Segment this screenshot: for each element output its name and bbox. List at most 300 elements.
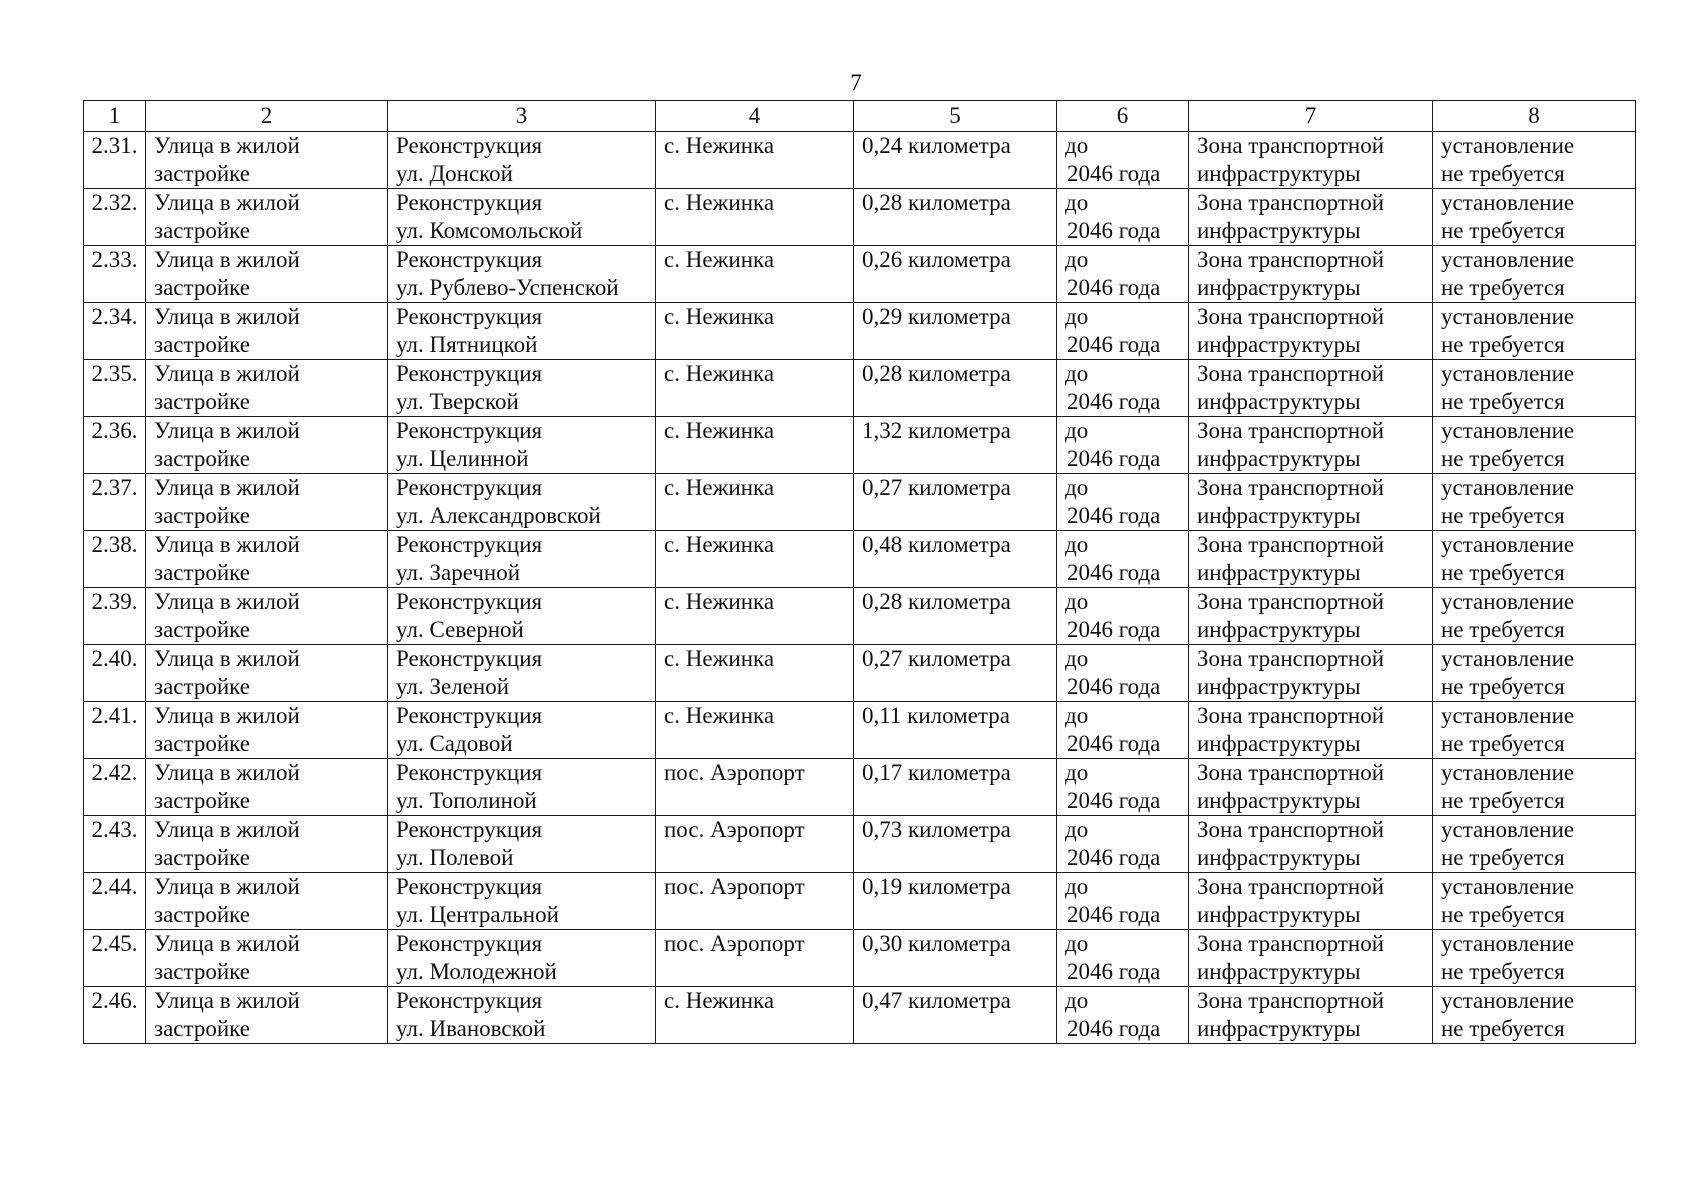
location-cell: с. Нежинка	[656, 474, 854, 531]
term-cell-line-2: 2046 года	[1067, 959, 1161, 984]
object-type-cell-line-2: застройке	[154, 902, 250, 927]
action-cell	[388, 474, 656, 531]
zone-cell	[1189, 360, 1433, 417]
object-type-cell-line-2: застройке	[154, 560, 250, 585]
object-type-cell	[146, 474, 388, 531]
zone-cell	[1189, 132, 1433, 189]
location-cell: пос. Аэропорт	[656, 930, 854, 987]
term-cell-line-1: до	[1065, 646, 1089, 671]
table-row	[84, 303, 1636, 360]
term-cell-line-1: до	[1065, 475, 1089, 500]
protection-zone-cell-line-2: не требуется	[1441, 731, 1565, 756]
object-type-cell	[146, 303, 388, 360]
protection-zone-cell-line-2: не требуется	[1441, 503, 1565, 528]
object-type-cell	[146, 132, 388, 189]
header-col-6: 6	[1057, 101, 1189, 132]
zone-cell-line-2: инфраструктуры	[1197, 617, 1361, 642]
zone-cell-line-1: Зона транспортной	[1197, 589, 1385, 614]
header-col-3: 3	[388, 101, 656, 132]
object-type-cell-line-2: застройке	[154, 503, 250, 528]
term-cell	[1057, 759, 1189, 816]
object-type-cell-line-2: застройке	[154, 959, 250, 984]
zone-cell-line-2: инфраструктуры	[1197, 902, 1361, 927]
zone-cell	[1189, 987, 1433, 1044]
action-cell	[388, 930, 656, 987]
protection-zone-cell-line-2: не требуется	[1441, 275, 1565, 300]
row-number-cell: 2.42.	[84, 759, 146, 816]
term-cell-line-1: до	[1065, 589, 1089, 614]
header-row	[84, 101, 1636, 132]
action-cell	[388, 645, 656, 702]
zone-cell-line-1: Зона транспортной	[1197, 760, 1385, 785]
zone-cell-line-2: инфраструктуры	[1197, 845, 1361, 870]
zone-cell-line-1: Зона транспортной	[1197, 247, 1385, 272]
protection-zone-cell-line-1: установление	[1441, 988, 1575, 1013]
zone-cell-line-1: Зона транспортной	[1197, 304, 1385, 329]
object-type-cell-line-1: Улица в жилой	[154, 532, 300, 557]
protection-zone-cell-line-2: не требуется	[1441, 161, 1565, 186]
location-cell: с. Нежинка	[656, 645, 854, 702]
table-body	[84, 132, 1636, 1044]
row-number-cell: 2.33.	[84, 246, 146, 303]
protection-zone-cell-line-1: установление	[1441, 247, 1575, 272]
zone-cell-line-1: Зона транспортной	[1197, 817, 1385, 842]
object-type-cell-line-2: застройке	[154, 674, 250, 699]
row-number-cell: 2.40.	[84, 645, 146, 702]
term-cell-line-1: до	[1065, 817, 1089, 842]
term-cell-line-1: до	[1065, 418, 1089, 443]
length-cell: 0,73 километра	[854, 816, 1057, 873]
length-cell: 0,28 километра	[854, 588, 1057, 645]
action-cell-line-1: Реконструкция	[396, 532, 543, 557]
term-cell-line-2: 2046 года	[1067, 275, 1161, 300]
protection-zone-cell	[1433, 474, 1636, 531]
protection-zone-cell-line-2: не требуется	[1441, 674, 1565, 699]
zone-cell-line-1: Зона транспортной	[1197, 418, 1385, 443]
location-cell: с. Нежинка	[656, 303, 854, 360]
protection-zone-cell	[1433, 930, 1636, 987]
protection-zone-cell-line-2: не требуется	[1441, 218, 1565, 243]
object-type-cell	[146, 360, 388, 417]
table-row	[84, 189, 1636, 246]
header-col-5: 5	[854, 101, 1057, 132]
row-number-cell: 2.41.	[84, 702, 146, 759]
location-cell: с. Нежинка	[656, 417, 854, 474]
protection-zone-cell-line-2: не требуется	[1441, 788, 1565, 813]
object-type-cell	[146, 246, 388, 303]
length-cell: 0,19 километра	[854, 873, 1057, 930]
table-row	[84, 816, 1636, 873]
zone-cell-line-2: инфраструктуры	[1197, 1016, 1361, 1041]
action-cell-line-2: ул. Северной	[396, 617, 524, 642]
zone-cell-line-2: инфраструктуры	[1197, 788, 1361, 813]
object-type-cell-line-1: Улица в жилой	[154, 817, 300, 842]
zone-cell-line-2: инфраструктуры	[1197, 332, 1361, 357]
action-cell-line-1: Реконструкция	[396, 760, 543, 785]
action-cell	[388, 702, 656, 759]
row-number-cell: 2.45.	[84, 930, 146, 987]
action-cell-line-2: ул. Комсомольской	[396, 218, 583, 243]
table-row	[84, 474, 1636, 531]
table-row	[84, 246, 1636, 303]
action-cell-line-1: Реконструкция	[396, 589, 543, 614]
object-type-cell-line-1: Улица в жилой	[154, 418, 300, 443]
protection-zone-cell-line-1: установление	[1441, 190, 1575, 215]
term-cell	[1057, 531, 1189, 588]
protection-zone-cell-line-1: установление	[1441, 874, 1575, 899]
zone-cell-line-2: инфраструктуры	[1197, 218, 1361, 243]
length-cell: 0,48 километра	[854, 531, 1057, 588]
zone-cell	[1189, 531, 1433, 588]
protection-zone-cell	[1433, 360, 1636, 417]
location-cell: пос. Аэропорт	[656, 873, 854, 930]
protection-zone-cell-line-1: установление	[1441, 133, 1575, 158]
protection-zone-cell-line-2: не требуется	[1441, 389, 1565, 414]
protection-zone-cell-line-1: установление	[1441, 304, 1575, 329]
zone-cell-line-2: инфраструктуры	[1197, 503, 1361, 528]
protection-zone-cell	[1433, 417, 1636, 474]
header-col-7: 7	[1189, 101, 1433, 132]
length-cell: 0,47 километра	[854, 987, 1057, 1044]
protection-zone-cell-line-1: установление	[1441, 760, 1575, 785]
table-header	[84, 101, 1636, 132]
location-cell: с. Нежинка	[656, 987, 854, 1044]
row-number-cell: 2.46.	[84, 987, 146, 1044]
protection-zone-cell-line-1: установление	[1441, 532, 1575, 557]
location-cell: с. Нежинка	[656, 531, 854, 588]
location-cell: пос. Аэропорт	[656, 759, 854, 816]
protection-zone-cell	[1433, 987, 1636, 1044]
location-cell: пос. Аэропорт	[656, 816, 854, 873]
header-col-2: 2	[146, 101, 388, 132]
table-row	[84, 702, 1636, 759]
object-type-cell-line-2: застройке	[154, 332, 250, 357]
term-cell	[1057, 417, 1189, 474]
term-cell-line-1: до	[1065, 874, 1089, 899]
protection-zone-cell	[1433, 873, 1636, 930]
action-cell-line-1: Реконструкция	[396, 475, 543, 500]
term-cell-line-2: 2046 года	[1067, 161, 1161, 186]
object-type-cell-line-1: Улица в жилой	[154, 931, 300, 956]
term-cell-line-1: до	[1065, 361, 1089, 386]
zone-cell	[1189, 246, 1433, 303]
protection-zone-cell-line-1: установление	[1441, 646, 1575, 671]
table-row	[84, 417, 1636, 474]
protection-zone-cell	[1433, 246, 1636, 303]
header-col-1: 1	[84, 101, 146, 132]
action-cell	[388, 816, 656, 873]
protection-zone-cell	[1433, 303, 1636, 360]
zone-cell	[1189, 303, 1433, 360]
zone-cell	[1189, 816, 1433, 873]
objects-table	[83, 100, 1636, 1044]
zone-cell-line-1: Зона транспортной	[1197, 475, 1385, 500]
protection-zone-cell	[1433, 189, 1636, 246]
table-row	[84, 873, 1636, 930]
table-row	[84, 360, 1636, 417]
object-type-cell	[146, 645, 388, 702]
protection-zone-cell-line-1: установление	[1441, 817, 1575, 842]
action-cell	[388, 246, 656, 303]
length-cell: 0,30 километра	[854, 930, 1057, 987]
length-cell: 0,27 километра	[854, 645, 1057, 702]
length-cell: 0,29 километра	[854, 303, 1057, 360]
row-number-cell: 2.38.	[84, 531, 146, 588]
action-cell-line-2: ул. Целинной	[396, 446, 529, 471]
action-cell-line-2: ул. Молодежной	[396, 959, 557, 984]
zone-cell	[1189, 474, 1433, 531]
table-row	[84, 759, 1636, 816]
object-type-cell-line-2: застройке	[154, 1016, 250, 1041]
action-cell	[388, 132, 656, 189]
object-type-cell-line-2: застройке	[154, 845, 250, 870]
protection-zone-cell-line-2: не требуется	[1441, 332, 1565, 357]
protection-zone-cell	[1433, 531, 1636, 588]
term-cell	[1057, 930, 1189, 987]
term-cell	[1057, 588, 1189, 645]
object-type-cell	[146, 702, 388, 759]
action-cell	[388, 873, 656, 930]
zone-cell-line-2: инфраструктуры	[1197, 560, 1361, 585]
object-type-cell-line-2: застройке	[154, 731, 250, 756]
object-type-cell-line-1: Улица в жилой	[154, 361, 300, 386]
term-cell	[1057, 303, 1189, 360]
location-cell: с. Нежинка	[656, 189, 854, 246]
protection-zone-cell	[1433, 132, 1636, 189]
zone-cell-line-2: инфраструктуры	[1197, 275, 1361, 300]
term-cell-line-2: 2046 года	[1067, 674, 1161, 699]
term-cell-line-2: 2046 года	[1067, 389, 1161, 414]
object-type-cell	[146, 189, 388, 246]
protection-zone-cell-line-1: установление	[1441, 418, 1575, 443]
action-cell-line-2: ул. Ивановской	[396, 1016, 546, 1041]
protection-zone-cell-line-1: установление	[1441, 589, 1575, 614]
object-type-cell-line-1: Улица в жилой	[154, 703, 300, 728]
protection-zone-cell-line-1: установление	[1441, 703, 1575, 728]
page-number: 7	[850, 70, 862, 95]
protection-zone-cell-line-2: не требуется	[1441, 560, 1565, 585]
length-cell: 0,17 километра	[854, 759, 1057, 816]
object-type-cell-line-1: Улица в жилой	[154, 190, 300, 215]
row-number-cell: 2.32.	[84, 189, 146, 246]
action-cell-line-2: ул. Александровской	[396, 503, 601, 528]
action-cell	[388, 588, 656, 645]
length-cell: 0,28 километра	[854, 360, 1057, 417]
zone-cell-line-2: инфраструктуры	[1197, 959, 1361, 984]
term-cell-line-1: до	[1065, 931, 1089, 956]
action-cell-line-2: ул. Рублево-Успенской	[396, 275, 619, 300]
object-type-cell	[146, 987, 388, 1044]
zone-cell	[1189, 588, 1433, 645]
action-cell	[388, 531, 656, 588]
zone-cell-line-2: инфраструктуры	[1197, 389, 1361, 414]
protection-zone-cell-line-2: не требуется	[1441, 1016, 1565, 1041]
object-type-cell-line-1: Улица в жилой	[154, 304, 300, 329]
action-cell-line-1: Реконструкция	[396, 988, 543, 1013]
term-cell-line-1: до	[1065, 133, 1089, 158]
zone-cell	[1189, 645, 1433, 702]
object-type-cell	[146, 588, 388, 645]
action-cell-line-2: ул. Полевой	[396, 845, 514, 870]
protection-zone-cell-line-1: установление	[1441, 475, 1575, 500]
zone-cell-line-1: Зона транспортной	[1197, 988, 1385, 1013]
term-cell-line-2: 2046 года	[1067, 503, 1161, 528]
action-cell-line-1: Реконструкция	[396, 247, 543, 272]
object-type-cell-line-1: Улица в жилой	[154, 988, 300, 1013]
object-type-cell	[146, 759, 388, 816]
term-cell-line-2: 2046 года	[1067, 788, 1161, 813]
length-cell: 0,27 километра	[854, 474, 1057, 531]
action-cell	[388, 303, 656, 360]
term-cell	[1057, 474, 1189, 531]
zone-cell	[1189, 873, 1433, 930]
table-row	[84, 987, 1636, 1044]
object-type-cell-line-2: застройке	[154, 275, 250, 300]
action-cell-line-2: ул. Тверской	[396, 389, 519, 414]
object-type-cell-line-2: застройке	[154, 161, 250, 186]
term-cell-line-1: до	[1065, 247, 1089, 272]
zone-cell-line-2: инфраструктуры	[1197, 731, 1361, 756]
action-cell-line-2: ул. Пятницкой	[396, 332, 538, 357]
term-cell-line-2: 2046 года	[1067, 560, 1161, 585]
row-number-cell: 2.35.	[84, 360, 146, 417]
term-cell-line-2: 2046 года	[1067, 731, 1161, 756]
term-cell-line-2: 2046 года	[1067, 617, 1161, 642]
location-cell: с. Нежинка	[656, 132, 854, 189]
action-cell	[388, 189, 656, 246]
row-number-cell: 2.39.	[84, 588, 146, 645]
term-cell-line-2: 2046 года	[1067, 332, 1161, 357]
zone-cell-line-2: инфраструктуры	[1197, 161, 1361, 186]
zone-cell-line-1: Зона транспортной	[1197, 646, 1385, 671]
zone-cell-line-1: Зона транспортной	[1197, 931, 1385, 956]
action-cell-line-1: Реконструкция	[396, 190, 543, 215]
action-cell-line-2: ул. Центральной	[396, 902, 559, 927]
zone-cell-line-1: Зона транспортной	[1197, 874, 1385, 899]
length-cell: 0,26 километра	[854, 246, 1057, 303]
location-cell: с. Нежинка	[656, 588, 854, 645]
term-cell	[1057, 987, 1189, 1044]
action-cell-line-1: Реконструкция	[396, 874, 543, 899]
location-cell: с. Нежинка	[656, 360, 854, 417]
term-cell	[1057, 873, 1189, 930]
object-type-cell-line-1: Улица в жилой	[154, 475, 300, 500]
row-number-cell: 2.34.	[84, 303, 146, 360]
row-number-cell: 2.43.	[84, 816, 146, 873]
protection-zone-cell-line-1: установление	[1441, 361, 1575, 386]
object-type-cell-line-1: Улица в жилой	[154, 589, 300, 614]
action-cell-line-1: Реконструкция	[396, 646, 543, 671]
term-cell-line-1: до	[1065, 988, 1089, 1013]
protection-zone-cell	[1433, 816, 1636, 873]
protection-zone-cell	[1433, 588, 1636, 645]
zone-cell-line-1: Зона транспортной	[1197, 532, 1385, 557]
object-type-cell	[146, 930, 388, 987]
header-col-4: 4	[656, 101, 854, 132]
term-cell-line-1: до	[1065, 760, 1089, 785]
term-cell	[1057, 360, 1189, 417]
term-cell-line-1: до	[1065, 190, 1089, 215]
term-cell	[1057, 702, 1189, 759]
object-type-cell-line-2: застройке	[154, 617, 250, 642]
zone-cell	[1189, 759, 1433, 816]
table-row	[84, 588, 1636, 645]
header-col-8: 8	[1433, 101, 1636, 132]
action-cell	[388, 987, 656, 1044]
term-cell	[1057, 246, 1189, 303]
object-type-cell	[146, 816, 388, 873]
object-type-cell-line-1: Улица в жилой	[154, 760, 300, 785]
object-type-cell-line-2: застройке	[154, 218, 250, 243]
term-cell-line-2: 2046 года	[1067, 218, 1161, 243]
action-cell	[388, 759, 656, 816]
action-cell-line-1: Реконструкция	[396, 931, 543, 956]
object-type-cell-line-1: Улица в жилой	[154, 874, 300, 899]
row-number-cell: 2.31.	[84, 132, 146, 189]
row-number-cell: 2.44.	[84, 873, 146, 930]
row-number-cell: 2.36.	[84, 417, 146, 474]
zone-cell	[1189, 417, 1433, 474]
action-cell-line-1: Реконструкция	[396, 304, 543, 329]
action-cell-line-1: Реконструкция	[396, 361, 543, 386]
protection-zone-cell-line-2: не требуется	[1441, 446, 1565, 471]
object-type-cell	[146, 417, 388, 474]
term-cell-line-2: 2046 года	[1067, 902, 1161, 927]
object-type-cell-line-2: застройке	[154, 788, 250, 813]
location-cell: с. Нежинка	[656, 246, 854, 303]
action-cell-line-2: ул. Заречной	[396, 560, 521, 585]
protection-zone-cell-line-2: не требуется	[1441, 845, 1565, 870]
protection-zone-cell-line-2: не требуется	[1441, 617, 1565, 642]
table-row	[84, 645, 1636, 702]
zone-cell-line-1: Зона транспортной	[1197, 190, 1385, 215]
protection-zone-cell-line-1: установление	[1441, 931, 1575, 956]
term-cell-line-1: до	[1065, 304, 1089, 329]
object-type-cell-line-2: застройке	[154, 389, 250, 414]
protection-zone-cell-line-2: не требуется	[1441, 959, 1565, 984]
term-cell-line-2: 2046 года	[1067, 446, 1161, 471]
table-row	[84, 930, 1636, 987]
table-row	[84, 132, 1636, 189]
action-cell-line-2: ул. Тополиной	[396, 788, 537, 813]
action-cell-line-1: Реконструкция	[396, 418, 543, 443]
object-type-cell-line-1: Улица в жилой	[154, 646, 300, 671]
zone-cell-line-2: инфраструктуры	[1197, 446, 1361, 471]
action-cell	[388, 360, 656, 417]
object-type-cell	[146, 531, 388, 588]
action-cell-line-1: Реконструкция	[396, 817, 543, 842]
length-cell: 1,32 километра	[854, 417, 1057, 474]
length-cell: 0,11 километра	[854, 702, 1057, 759]
object-type-cell-line-1: Улица в жилой	[154, 133, 300, 158]
zone-cell-line-1: Зона транспортной	[1197, 361, 1385, 386]
location-cell: с. Нежинка	[656, 702, 854, 759]
term-cell-line-2: 2046 года	[1067, 845, 1161, 870]
protection-zone-cell	[1433, 759, 1636, 816]
action-cell-line-1: Реконструкция	[396, 133, 543, 158]
term-cell-line-1: до	[1065, 703, 1089, 728]
action-cell	[388, 417, 656, 474]
term-cell-line-2: 2046 года	[1067, 1016, 1161, 1041]
object-type-cell-line-1: Улица в жилой	[154, 247, 300, 272]
zone-cell-line-1: Зона транспортной	[1197, 703, 1385, 728]
action-cell-line-2: ул. Донской	[396, 161, 513, 186]
term-cell	[1057, 189, 1189, 246]
length-cell: 0,24 километра	[854, 132, 1057, 189]
object-type-cell-line-2: застройке	[154, 446, 250, 471]
object-type-cell	[146, 873, 388, 930]
protection-zone-cell	[1433, 702, 1636, 759]
